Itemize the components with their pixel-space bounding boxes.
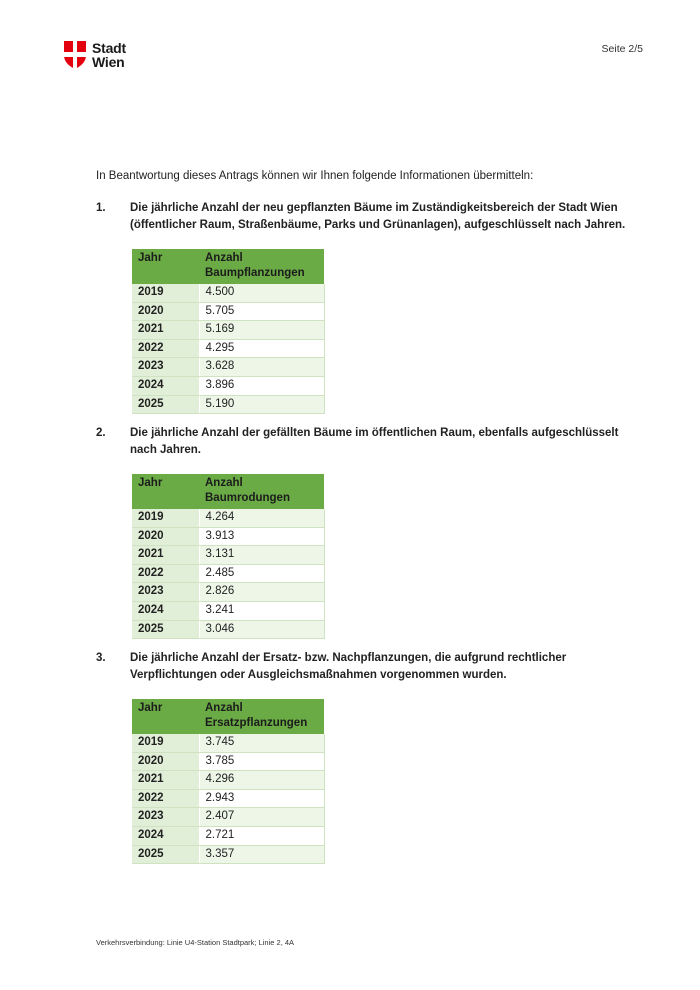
year-cell: 2019 <box>132 509 199 527</box>
table-row <box>132 771 324 790</box>
table-row <box>132 339 324 358</box>
year-cell: 2022 <box>132 564 199 583</box>
value-cell: 3.785 <box>199 752 324 771</box>
section-number: 3. <box>96 652 106 664</box>
year-cell: 2023 <box>132 583 199 602</box>
section-3 <box>96 650 636 684</box>
header-jahr: Jahr <box>132 249 199 284</box>
table-row <box>132 601 324 620</box>
table-row <box>132 358 324 377</box>
year-cell: 2024 <box>132 601 199 620</box>
header-anzahl <box>199 474 324 509</box>
table-header-row <box>132 249 324 284</box>
stadt-wien-logo <box>64 41 126 69</box>
table-row <box>132 752 324 771</box>
table-row <box>132 808 324 827</box>
value-cell: 3.745 <box>199 734 324 752</box>
year-cell: 2020 <box>132 752 199 771</box>
year-cell: 2019 <box>132 734 199 752</box>
value-cell: 5.705 <box>199 302 324 321</box>
year-cell: 2022 <box>132 339 199 358</box>
year-cell: 2025 <box>132 620 199 639</box>
value-cell: 2.407 <box>199 808 324 827</box>
table-header-row <box>132 474 324 509</box>
year-cell: 2021 <box>132 321 199 340</box>
logo-line-1: Stadt <box>92 40 127 56</box>
value-cell: 2.826 <box>199 583 324 602</box>
value-cell: 3.913 <box>199 527 324 546</box>
section-number: 1. <box>96 202 106 214</box>
table-row <box>132 284 324 302</box>
year-cell: 2019 <box>132 284 199 302</box>
header-anzahl-line1: Anzahl <box>205 477 243 489</box>
table-row <box>132 395 324 414</box>
year-cell: 2020 <box>132 527 199 546</box>
table-row <box>132 620 324 639</box>
value-cell: 4.264 <box>199 509 324 527</box>
section-2 <box>96 425 636 459</box>
value-cell: 3.046 <box>199 620 324 639</box>
header-jahr: Jahr <box>132 474 199 509</box>
year-cell: 2022 <box>132 789 199 808</box>
value-cell: 3.241 <box>199 601 324 620</box>
table-row <box>132 546 324 565</box>
table-baumpflanzungen <box>132 249 325 414</box>
header-anzahl-line1: Anzahl <box>205 252 243 264</box>
value-cell: 2.721 <box>199 826 324 845</box>
year-cell: 2021 <box>132 546 199 565</box>
header-anzahl <box>199 249 324 284</box>
vienna-coat-of-arms-icon <box>64 41 86 69</box>
section-heading: Die jährliche Anzahl der neu gepflanzten Bäume im Zuständigkeitsbereich der Stadt Wien (öffentlicher Raum, Straßenbäume, Parks und Grünanlagen), aufgeschlüsselt nach Jahren. <box>130 202 626 231</box>
header-anzahl-line2: Baumrodungen <box>205 492 290 504</box>
section-number: 2. <box>96 427 106 439</box>
header-anzahl-line2: Baumpflanzungen <box>205 267 305 279</box>
value-cell: 4.295 <box>199 339 324 358</box>
year-cell: 2025 <box>132 845 199 864</box>
value-cell: 3.357 <box>199 845 324 864</box>
table-row <box>132 527 324 546</box>
header-anzahl-line1: Anzahl <box>205 702 243 714</box>
value-cell: 2.485 <box>199 564 324 583</box>
table-row <box>132 376 324 395</box>
section-heading: Die jährliche Anzahl der gefällten Bäume im öffentlichen Raum, ebenfalls aufgeschlüsselt nach Jahren. <box>130 427 619 456</box>
value-cell: 5.190 <box>199 395 324 414</box>
header-anzahl-line2: Ersatzpflanzungen <box>205 717 308 729</box>
year-cell: 2024 <box>132 376 199 395</box>
table-row <box>132 509 324 527</box>
table-row <box>132 789 324 808</box>
table-header-row <box>132 699 324 734</box>
header-anzahl <box>199 699 324 734</box>
value-cell: 2.943 <box>199 789 324 808</box>
year-cell: 2023 <box>132 358 199 377</box>
year-cell: 2023 <box>132 808 199 827</box>
section-1 <box>96 200 636 234</box>
table-row <box>132 826 324 845</box>
table-row <box>132 845 324 864</box>
logo-line-2: Wien <box>92 54 125 70</box>
header-jahr: Jahr <box>132 699 199 734</box>
intro-text: In Beantwortung dieses Antrags können wir Ihnen folgende Informationen übermitteln: <box>96 170 534 182</box>
year-cell: 2020 <box>132 302 199 321</box>
table-baumrodungen <box>132 474 325 639</box>
footer-transport-info: Verkehrsverbindung: Linie U4-Station Stadtpark; Linie 2, 4A <box>96 938 295 947</box>
value-cell: 3.628 <box>199 358 324 377</box>
table-row <box>132 583 324 602</box>
value-cell: 3.896 <box>199 376 324 395</box>
table-row <box>132 734 324 752</box>
value-cell: 3.131 <box>199 546 324 565</box>
table-ersatzpflanzungen <box>132 699 325 864</box>
table-row <box>132 321 324 340</box>
page-number: Seite 2/5 <box>601 43 643 55</box>
year-cell: 2025 <box>132 395 199 414</box>
value-cell: 5.169 <box>199 321 324 340</box>
section-heading: Die jährliche Anzahl der Ersatz- bzw. Nachpflanzungen, die aufgrund rechtlicher Verpflichtungen oder Ausgleichsmaßnahmen vorgenommen wurden. <box>130 652 567 681</box>
year-cell: 2024 <box>132 826 199 845</box>
value-cell: 4.500 <box>199 284 324 302</box>
year-cell: 2021 <box>132 771 199 790</box>
logo-wordmark <box>92 41 126 69</box>
table-row <box>132 302 324 321</box>
value-cell: 4.296 <box>199 771 324 790</box>
table-row <box>132 564 324 583</box>
